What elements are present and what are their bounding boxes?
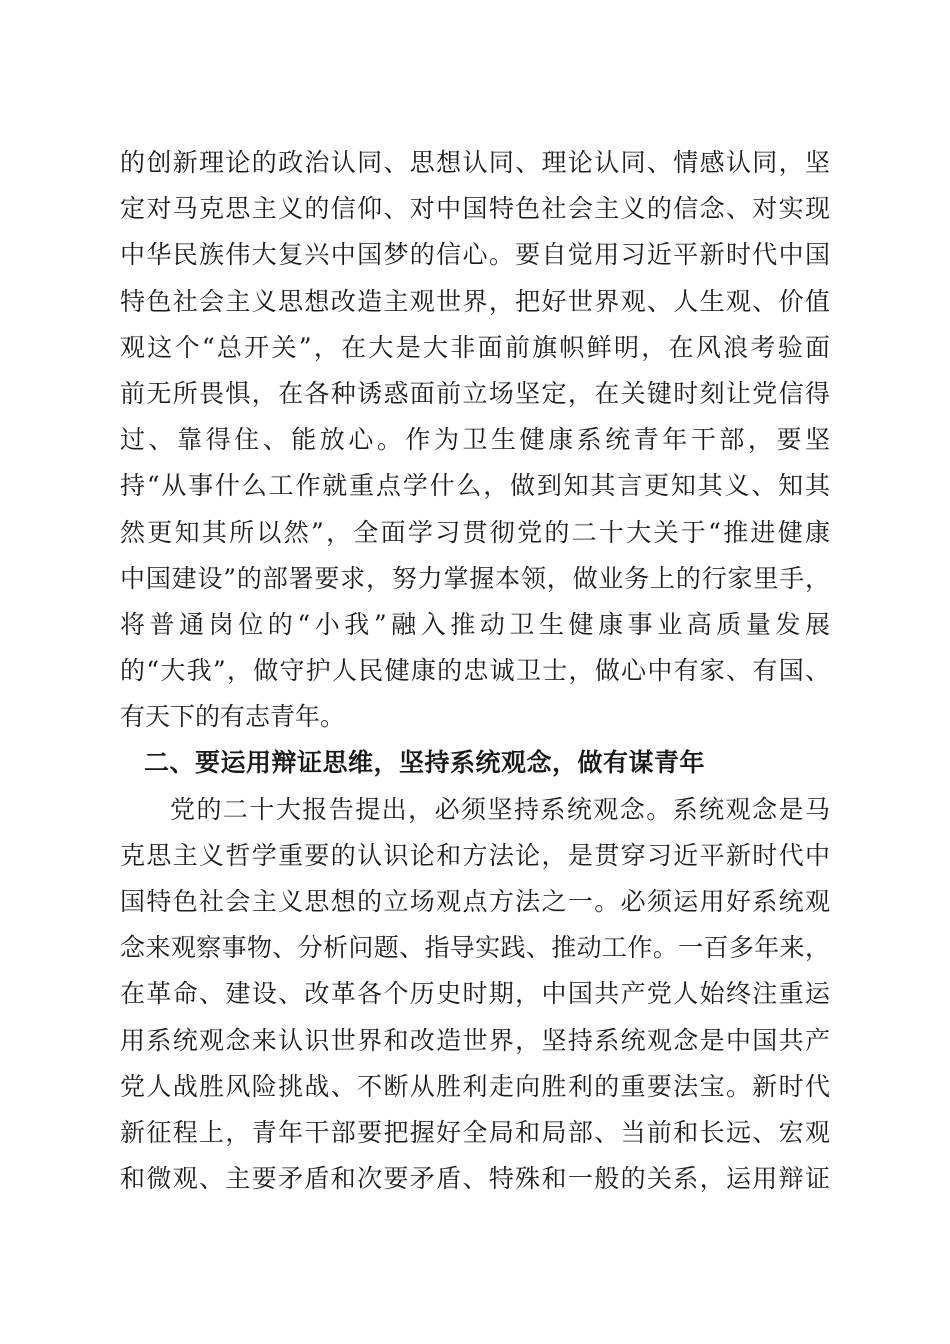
paragraph-line: 然更知其所以然”，全面学习贯彻党的二十大关于“推进健康 [120, 517, 830, 547]
paragraph-line: 过、靠得住、能放心。作为卫生健康系统青年干部，要坚 [120, 425, 830, 455]
paragraph-line: 用系统观念来认识世界和改造世界，坚持系统观念是中国共产 [120, 1025, 830, 1055]
section-heading: 二、要运用辩证思维，坚持系统观念，做有谋青年 [144, 748, 706, 778]
paragraph-line: 克思主义哲学重要的认识论和方法论，是贯穿习近平新时代中 [120, 840, 830, 870]
paragraph-line: 定对马克思主义的信仰、对中国特色社会主义的信念、对实现 [120, 194, 830, 224]
paragraph-line: 念来观察事物、分析问题、指导实践、推动工作。一百多年来， [120, 933, 830, 963]
paragraph-line: 特色社会主义思想改造主观世界，把好世界观、人生观、价值 [120, 286, 830, 316]
paragraph-line: 新征程上，青年干部要把握好全局和局部、当前和长远、宏观 [120, 1117, 830, 1147]
paragraph-line: 持“从事什么工作就重点学什么，做到知其言更知其义、知其 [120, 471, 830, 501]
paragraph-line: 将普通岗位的“小我”融入推动卫生健康事业高质量发展 [120, 609, 830, 639]
paragraph-line: 党人战胜风险挑战、不断从胜利走向胜利的重要法宝。新时代 [120, 1071, 830, 1101]
paragraph-line: 在革命、建设、改革各个历史时期，中国共产党人始终注重运 [120, 979, 830, 1009]
paragraph-line: 中华民族伟大复兴中国梦的信心。要自觉用习近平新时代中国 [120, 240, 830, 270]
paragraph-line: 和微观、主要矛盾和次要矛盾、特殊和一般的关系，运用辩证 [120, 1164, 830, 1194]
paragraph-line: 国特色社会主义思想的立场观点方法之一。必须运用好系统观 [120, 887, 830, 916]
paragraph-line: 党的二十大报告提出，必须坚持系统观念。系统观念是马 [170, 794, 830, 824]
paragraph-line: 中国建设”的部署要求，努力掌握本领，做业务上的行家里手， [120, 563, 830, 593]
paragraph-line: 的创新理论的政治认同、思想认同、理论认同、情感认同，坚 [120, 148, 830, 177]
paragraph-line: 的“大我”，做守护人民健康的忠诚卫士，做心中有家、有国、 [120, 656, 830, 686]
paragraph-line: 观这个“总开关”，在大是大非面前旗帜鲜明，在风浪考验面 [120, 332, 830, 362]
document-body [120, 140, 830, 1202]
paragraph-line: 前无所畏惧，在各种诱惑面前立场坚定，在关键时刻让党信得 [120, 378, 830, 408]
paragraph-line: 有天下的有志青年。 [120, 702, 346, 732]
